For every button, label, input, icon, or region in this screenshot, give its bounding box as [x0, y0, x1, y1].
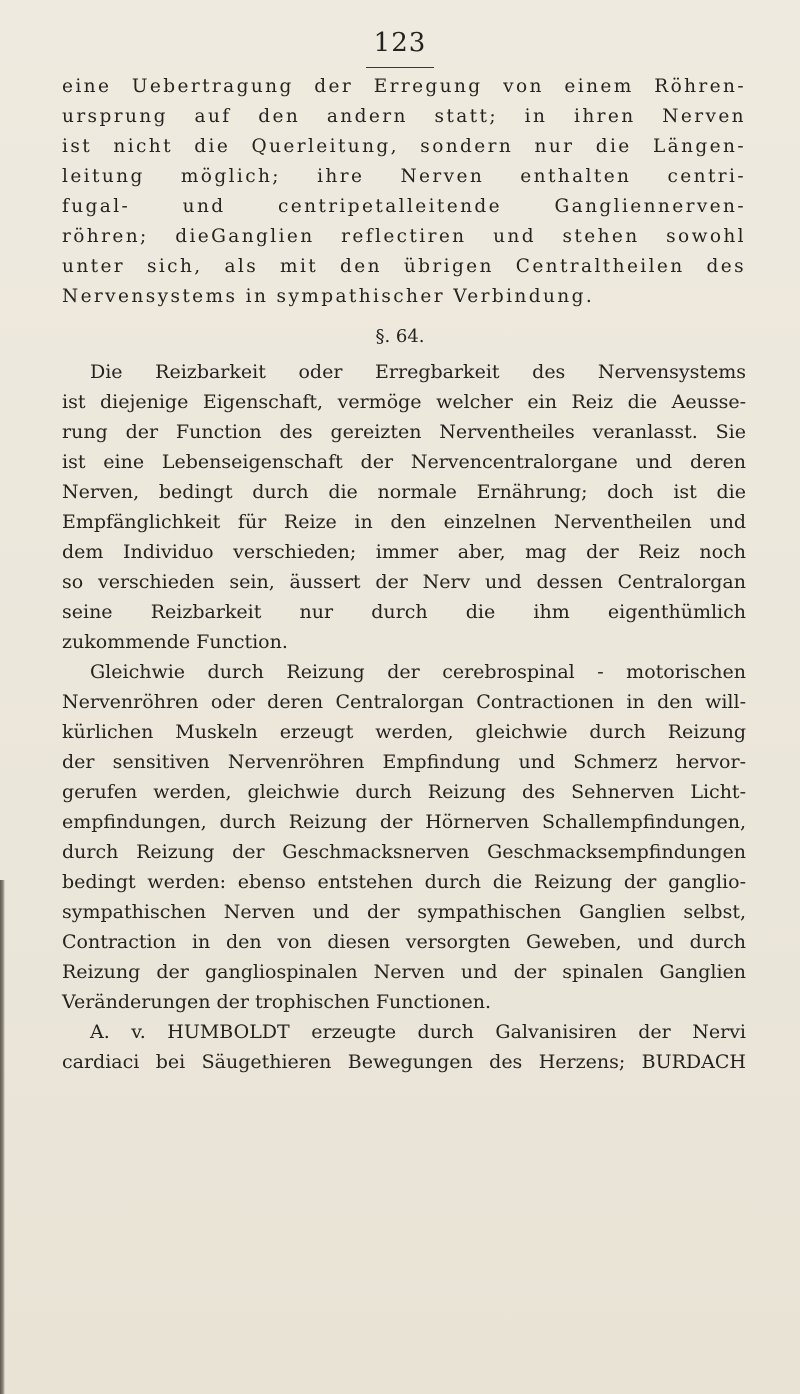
text-line: dem Individuo verschieden; immer aber, mag der Reiz noch — [62, 541, 746, 563]
text-line: eine Uebertragung der Erregung von einem Röhren- — [62, 76, 746, 97]
text-line: Nervenröhren oder deren Centralorgan Contractionen in den will- — [62, 691, 746, 713]
text-line: rung der Function des gereizten Nerventheiles veranlasst. Sie — [62, 421, 746, 443]
text-line: Reizung der gangliospinalen Nerven und der spinalen Ganglien — [62, 961, 746, 983]
text-line: fugal- und centripetalleitende Gangliennerven- — [62, 196, 746, 217]
intro-paragraph — [62, 72, 746, 312]
text-line: so verschieden sein, äussert der Nerv und dessen Centralorgan — [62, 571, 746, 593]
text-line: leitung möglich; ihre Nerven enthalten centri- — [62, 166, 746, 187]
text-line: bedingt werden: ebenso entstehen durch die Reizung der ganglio- — [62, 871, 746, 893]
text-line: A. v. HUMBOLDT erzeugte durch Galvanisiren der Nervi — [90, 1021, 746, 1043]
text-line: gerufen werden, gleichwie durch Reizung des Sehnerven Licht- — [62, 781, 746, 803]
text-line: Nerven, bedingt durch die normale Ernährung; doch ist die — [62, 481, 746, 503]
body-text — [62, 357, 746, 1077]
text-line: Die Reizbarkeit oder Erregbarkeit des Nervensystems — [90, 361, 746, 383]
text-line: sympathischen Nerven und der sympathischen Ganglien selbst, — [62, 901, 746, 923]
page-binding-shadow — [0, 880, 5, 1394]
text-line: zukommende Function. — [62, 631, 288, 653]
text-line: kürlichen Muskeln erzeugt werden, gleichwie durch Reizung — [62, 721, 746, 743]
text-line: röhren; dieGanglien reflectiren und stehen sowohl — [62, 226, 746, 247]
text-line: Contraction in den von diesen versorgten Geweben, und durch — [62, 931, 746, 953]
text-line: cardiaci bei Säugethieren Bewegungen des Herzens; BURDACH — [62, 1051, 746, 1073]
text-line: ursprung auf den andern statt; in ihren Nerven — [62, 106, 746, 127]
text-line: Veränderungen der trophischen Functionen. — [62, 991, 492, 1013]
text-line: durch Reizung der Geschmacksnerven Geschmacksempfindungen — [62, 841, 746, 863]
text-line: seine Reizbarkeit nur durch die ihm eigenthümlich — [62, 601, 746, 623]
text-line: Nervensystems in sympathischer Verbindung. — [62, 286, 595, 307]
text-line: ist eine Lebenseigenschaft der Nervencentralorgane und deren — [62, 451, 746, 473]
text-line: ist diejenige Eigenschaft, vermöge welcher ein Reiz die Aeusse- — [62, 391, 746, 413]
text-line: Gleichwie durch Reizung der cerebrospinal - motorischen — [90, 661, 746, 683]
text-line: unter sich, als mit den übrigen Centraltheilen des — [62, 256, 746, 277]
text-line: empfindungen, durch Reizung der Hörnerven Schallempfindungen, — [62, 811, 746, 833]
text-line: Empfänglichkeit für Reize in den einzelnen Nerventheilen und — [62, 511, 746, 533]
text-line: ist nicht die Querleitung, sondern nur die Längen- — [62, 136, 746, 157]
section-heading: §. 64. — [375, 326, 425, 347]
text-line: der sensitiven Nervenröhren Empfindung und Schmerz hervor- — [62, 751, 746, 773]
page-number: 123 — [373, 28, 427, 58]
page-number-rule — [366, 67, 434, 68]
